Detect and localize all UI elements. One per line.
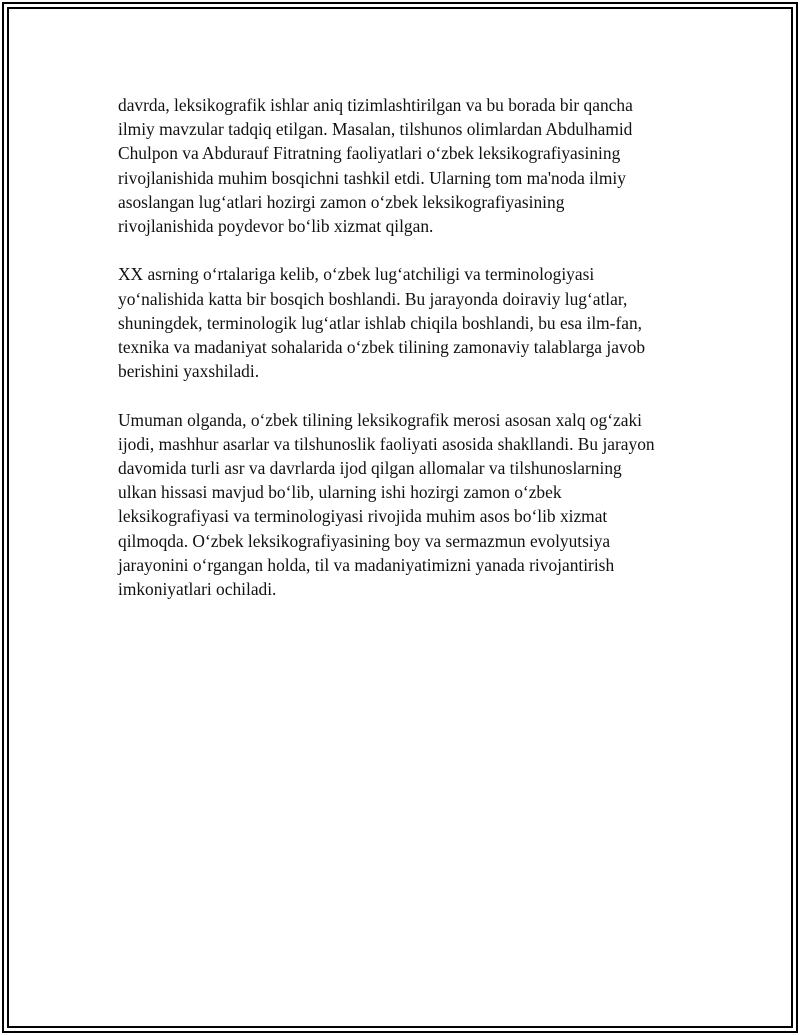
body-text — [118, 93, 698, 625]
paragraph-3: Umuman olganda, o‘zbek tilining leksikografik merosi asosan xalq og‘zaki ijodi, mashhur asarlar va tilshunoslik faoliyati asosida shakllandi. Bu jarayon davomida turli asr va davrlarda ijod qilgan allomalar va tilshunoslarning ulkan hissasi mavjud bo‘lib, ularning ishi hozirgi zamon o‘zbek leksikografiyasi va terminologiyasi rivojida muhim asos bo‘lib xizmat qilmoqda. O‘zbek leksikografiyasining boy va sermazmun evolyutsiya jarayonini o‘rgangan holda, til va madaniyatimizni yanada rivojantirish imkoniyatlari ochiladi. — [118, 409, 655, 600]
paragraph-1: davrda, leksikografik ishlar aniq tizimlashtirilgan va bu borada bir qancha ilmiy mavzular tadqiq etilgan. Masalan, tilshunos olimlardan Abdulhamid Chulpon va Abdurauf Fitratning faoliyatlari o‘zbek leksikografiyasining rivojlanishida muhim bosqichni tashkil etdi. Ularning tom ma'noda ilmiy asoslangan lug‘atlari hozirgi zamon o‘zbek leksikografiyasining rivojlanishida poydevor bo‘lib xizmat qilgan. — [118, 95, 633, 237]
paragraph-2: XX asrning o‘rtalariga kelib, o‘zbek lug‘atchiligi va terminologiyasi yo‘nalishida katta bir bosqich boshlandi. Bu jarayonda doiraviy lug‘atlar, shuningdek, terminologik lug‘atlar ishlab chiqila boshlandi, bu esa ilm-fan, texnika va madaniyat sohalarida o‘zbek tilining zamonaviy talablarga javob berishini yaxshiladi. — [118, 264, 646, 382]
